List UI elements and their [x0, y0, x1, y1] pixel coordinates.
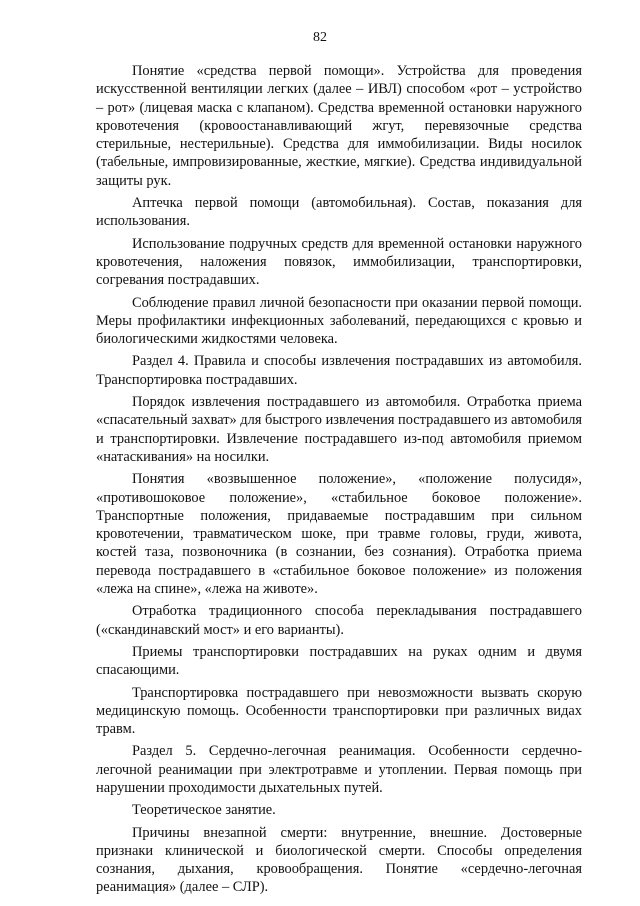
page-number: 82: [313, 30, 327, 45]
paragraph-first-aid-means: Понятие «средства первой помощи». Устройства для проведения искусственной вентиляции легких (далее – ИВЛ) способом «рот – устройство – рот» (лицевая маска с клапаном). Средства временной остановки наружного кровотечения (кровоостанавливающий жгут, перевязочные средства стерильные, нестерильные). Средства для иммобилизации. Виды носилок (табельные, импровизированные, жесткие, мягкие). Средства индивидуальной защиты рук.: [96, 63, 582, 189]
paragraph-first-aid-kit: Аптечка первой помощи (автомобильная). Состав, показания для использования.: [96, 195, 582, 230]
paragraph-transport-without-ambulance: Транспортировка пострадавшего при невозможности вызвать скорую медицинскую помощь. Особенности транспортировки при различных видах травм.: [96, 684, 582, 738]
paragraph-scandinavian-bridge: Отработка традиционного способа перекладывания пострадавшего («скандинавский мост» и его варианты).: [96, 603, 582, 638]
paragraph-carry-techniques: Приемы транспортировки пострадавших на руках одним и двумя спасающими.: [96, 643, 582, 679]
paragraph-section-4-heading: Раздел 4. Правила и способы извлечения пострадавших из автомобиля. Транспортировка пострадавших.: [96, 353, 582, 388]
paragraph-section-5-heading: Раздел 5. Сердечно-легочная реанимация. Особенности сердечно-легочной реанимации при электротравме и утоплении. Первая помощь при нарушении проходимости дыхательных путей.: [96, 743, 582, 796]
paragraph-sudden-death-causes: Причины внезапной смерти: внутренние, внешние. Достоверные признаки клинической и биологической смерти. Способы определения сознания, дыхания, кровообращения. Понятие «сердечно-легочная реанимация» (далее – СЛР).: [96, 824, 582, 896]
paragraph-personal-safety: Соблюдение правил личной безопасности при оказании первой помощи. Меры профилактики инфекционных заболеваний, передающихся с кровью и биологическими жидкостями человека.: [96, 294, 582, 348]
paragraph-theory-lesson: Теоретическое занятие.: [132, 802, 276, 819]
paragraph-positions: Понятия «возвышенное положение», «положение полусидя», «противошоковое положение», «стабильное боковое положение». Транспортные положения, придаваемые пострадавшим при сильном кровотечении, травматическом шоке, при травме головы, груди, живота, костей таза, позвоночника (в сознании, без сознания). Отработка приема перевода пострадавшего в «стабильное боковое положение» из положения «лежа на спине», «лежа на животе».: [96, 471, 582, 598]
paragraph-improvised-means: Использование подручных средств для временной остановки наружного кровотечения, наложения повязок, иммобилизации, транспортировки, согревания пострадавших.: [96, 235, 582, 289]
paragraph-extraction-procedure: Порядок извлечения пострадавшего из автомобиля. Отработка приема «спасательный захват» для быстрого извлечения пострадавшего из автомобиля и транспортировки. Извлечение пострадавшего из-под автомобиля приемом «натаскивания» на носилки.: [96, 394, 582, 465]
page-body: [96, 62, 582, 901]
